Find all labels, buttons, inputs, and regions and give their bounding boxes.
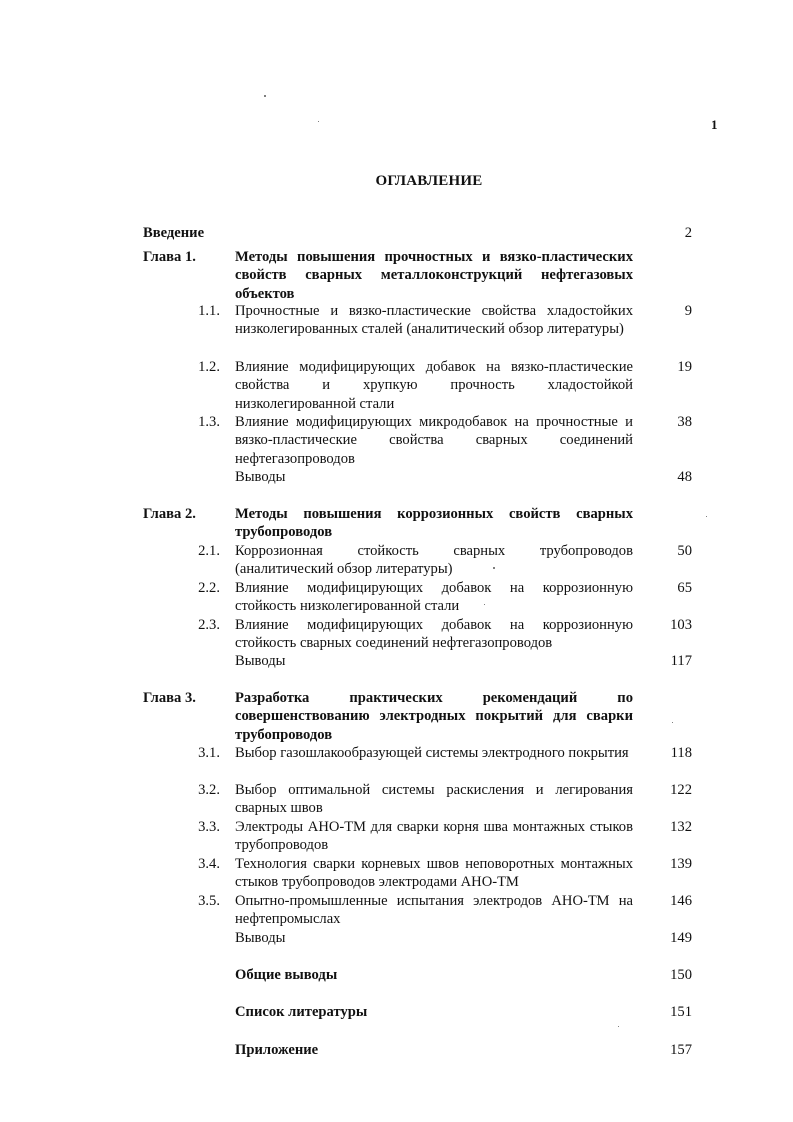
scan-speck (318, 121, 319, 122)
section-page: 19 (677, 359, 692, 375)
conclusion-page: 48 (677, 469, 692, 485)
section-number: 3.4. (198, 856, 220, 872)
scan-speck (493, 567, 495, 569)
section-page: 50 (677, 543, 692, 559)
chapter-2-title: Методы повышения коррозионных свойств сварных трубопроводов (235, 506, 633, 541)
section-number: 1.1. (198, 303, 220, 319)
conclusion-label: Выводы (235, 653, 286, 669)
section-page: 146 (670, 893, 692, 909)
appendix-label: Приложение (235, 1042, 319, 1058)
section-number: 3.2. (198, 782, 220, 798)
conclusion-label: Выводы (235, 930, 286, 946)
references-page: 151 (670, 1004, 692, 1020)
chapter-3-label: Глава 3. (143, 690, 196, 706)
section-title: Выбор оптимальной системы раскисления и легирования сварных швов (235, 782, 633, 817)
chapter-1-title: Методы повышения прочностных и вязко-пластических свойств сварных металлоконструкций нефтегазовых объектов (235, 249, 633, 302)
chapter-3-title: Разработка практических рекомендаций по совершенствованию электродных покрытий для сварки трубопроводов (235, 690, 633, 743)
section-number: 3.5. (198, 893, 220, 909)
scan-speck (484, 604, 485, 605)
section-number: 2.1. (198, 543, 220, 559)
section-title: Влияние модифицирующих добавок на вязко-пластические свойства и хрупкую прочность хладостойкой низколегированной стали (235, 359, 633, 412)
section-page: 9 (684, 303, 692, 319)
intro-page: 2 (684, 225, 692, 241)
section-title: Влияние модифицирующих добавок на коррозионную стойкость сварных соединений нефтегазопроводов (235, 617, 633, 652)
section-page: 103 (670, 617, 692, 633)
section-page: 122 (670, 782, 692, 798)
section-page: 139 (670, 856, 692, 872)
section-title: Технология сварки корневых швов неповоротных монтажных стыков трубопроводов электродами АНО-ТМ (235, 856, 633, 891)
section-number: 1.2. (198, 359, 220, 375)
section-number: 2.3. (198, 617, 220, 633)
scan-speck (264, 95, 266, 97)
section-title: Коррозионная стойкость сварных трубопроводов (аналитический обзор литературы) (235, 543, 633, 578)
section-page: 38 (677, 414, 692, 430)
page-number: 1 (711, 117, 718, 132)
chapter-1-label: Глава 1. (143, 249, 196, 265)
section-title: Электроды АНО-ТМ для сварки корня шва монтажных стыков трубопроводов (235, 819, 633, 854)
general-conclusions-page: 150 (670, 967, 692, 983)
conclusion-page: 149 (670, 930, 692, 946)
section-page: 118 (670, 745, 692, 761)
section-number: 3.1. (198, 745, 220, 761)
chapter-2-label: Глава 2. (143, 506, 196, 522)
section-number: 3.3. (198, 819, 220, 835)
section-title: Опытно-промышленные испытания электродов АНО-ТМ на нефтепромыслах (235, 893, 633, 928)
section-title: Прочностные и вязко-пластические свойства хладостойких низколегированных сталей (аналитический обзор литературы) (235, 303, 633, 338)
section-number: 2.2. (198, 580, 220, 596)
page-title: ОГЛАВЛЕНИЕ (375, 173, 483, 189)
section-title: Выбор газошлакообразующей системы электродного покрытия (235, 745, 629, 761)
section-page: 65 (677, 580, 692, 596)
section-number: 1.3. (198, 414, 220, 430)
scan-speck (618, 1026, 619, 1027)
section-title: Влияние модифицирующих микродобавок на прочностные и вязко-пластические свойства сварных соединений нефтегазопроводов (235, 414, 633, 467)
intro-label: Введение (143, 225, 205, 241)
scan-speck (672, 722, 673, 723)
scan-speck (706, 516, 707, 517)
section-title: Влияние модифицирующих добавок на коррозионную стойкость низколегированной стали (235, 580, 633, 615)
references-label: Список литературы (235, 1004, 368, 1020)
conclusion-label: Выводы (235, 469, 286, 485)
appendix-page: 157 (670, 1042, 692, 1058)
section-page: 132 (670, 819, 692, 835)
general-conclusions-label: Общие выводы (235, 967, 338, 983)
conclusion-page: 117 (670, 653, 692, 669)
